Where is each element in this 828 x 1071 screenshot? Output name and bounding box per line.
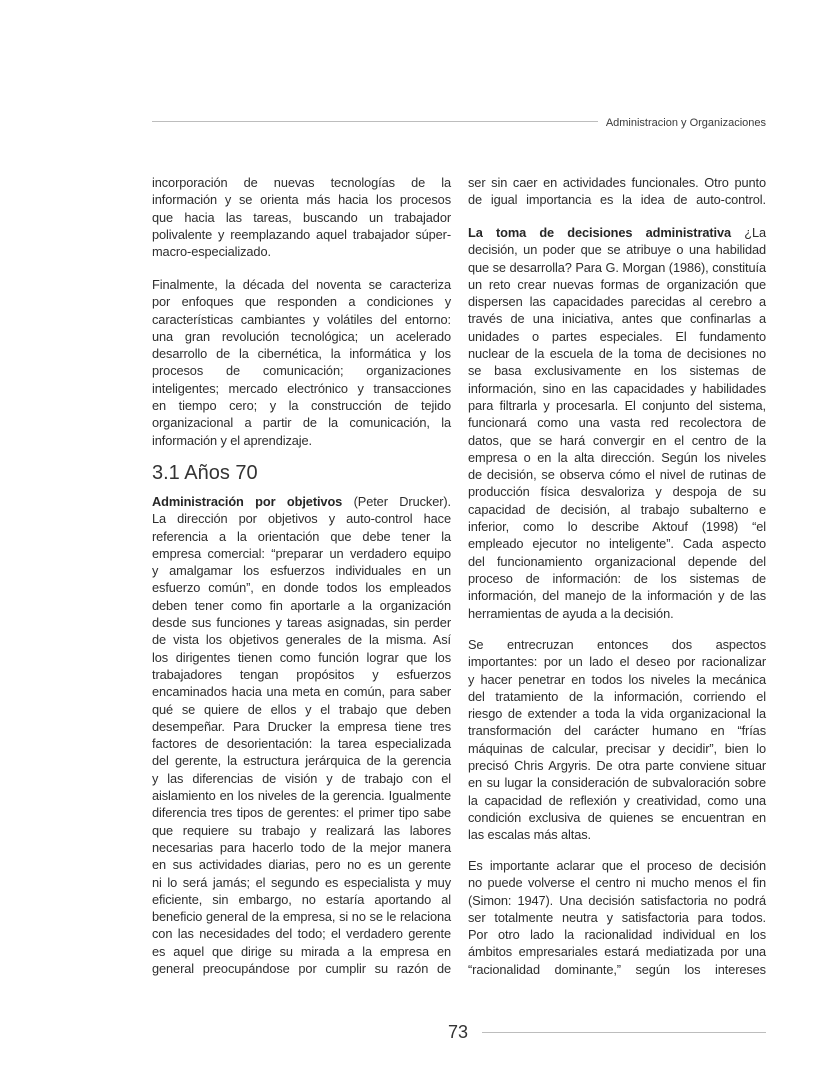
text-line: desarrollo de la cibernética, la informática y los <box>152 346 451 362</box>
page-number: 73 <box>447 1022 469 1042</box>
text-line: empresa o en la alta dirección. Según los niveles <box>468 449 766 465</box>
text-line: condición exclusiva de quienes se encuentran en <box>468 809 766 825</box>
text-line: Por otro lado la racionalidad individual en los <box>468 927 766 943</box>
text-line: ser totalmente neutra y satisfactoria para todos. <box>468 909 766 925</box>
text-line: necesarias para hacerlo todo de la mejor manera <box>152 839 451 855</box>
text-line: no puede volverse el centro ni mucho menos el fin <box>468 875 766 891</box>
text-line: información y el aprendizaje. <box>152 432 312 448</box>
paragraph <box>152 493 451 977</box>
text-line: referencia a la orientación que debe tener la <box>152 528 451 544</box>
text-line: en su lugar la consideración de subvaloración sobre <box>468 775 766 791</box>
text-line: Es importante aclarar que el proceso de decisión <box>468 858 766 873</box>
text-line: desempeñar. Para Drucker la empresa tiene tres <box>152 718 451 734</box>
text-line: diferencia tres tipos de gerentes: el primer tipo sabe <box>152 805 451 821</box>
text-line: aislamiento en los niveles de la gerencia. Igualmente <box>152 788 451 804</box>
text-line: dispersen las capacidades parecidas al cerebro a <box>468 294 766 310</box>
text-line: de vista los objetivos generales de la misma. Así <box>152 632 451 648</box>
text-line: que requiere su trabajo y realizará las labores <box>152 822 451 838</box>
text-line: funcionará como una vasta red recolectora de <box>468 415 766 431</box>
paragraph <box>468 636 766 844</box>
text-line: ser sin caer en actividades funcionales. Otro punto <box>468 175 766 190</box>
text-line: importantes: por un lado el deseo por racionalizar <box>468 654 766 670</box>
footer-rule <box>482 1032 766 1033</box>
text-line: en sus actividades diarias, pero no es un gerente <box>152 857 451 873</box>
text-line: la capacidad de reflexión y creatividad, como una <box>468 792 766 808</box>
text-line: polivalente y reemplazando aquel trabajador súper- <box>152 226 451 242</box>
text-line: datos, que se hará convergir en el centro de la <box>468 432 766 448</box>
text-line: es aquel que dirige su mirada a la empresa en <box>152 943 451 959</box>
text-line: La dirección por objetivos y auto-control hace <box>152 511 451 527</box>
text-line: unidades o partes especiales. El fundamento <box>468 328 766 344</box>
text-line: información, sino en las capacidades y habilidades <box>468 380 766 396</box>
text-line: en tiempo cero; y la construcción de tejido <box>152 398 451 414</box>
running-title: Administracion y Organizaciones <box>605 117 766 129</box>
paragraph <box>468 174 766 209</box>
text-line: encaminados hacia una meta en común, para saber <box>152 684 451 700</box>
paragraph <box>152 174 451 260</box>
text-line: para filtrarla y procesarla. El conjunto del sistema, <box>468 397 766 413</box>
text-line: con las necesidades del todo; el verdadero gerente <box>152 926 451 942</box>
text-line <box>152 493 451 510</box>
text-line: beneficio general de la empresa, si no se le relaciona <box>152 909 451 925</box>
text-line: del tratamiento de la información, corriendo el <box>468 688 766 704</box>
text-line: deben tener como fin aportarle a la organización <box>152 597 451 613</box>
text-line: que se desarrolla? Para G. Morgan (1986), constituía <box>468 259 766 275</box>
text-line: información, del manejo de la información y de las <box>468 588 766 604</box>
text-line: y amalgamar los esfuerzos individuales en un <box>152 563 451 579</box>
run-in-heading: La toma de decisiones administrativa <box>468 225 732 240</box>
text-line: que hacia las tareas, buscando un trabajador <box>152 209 451 225</box>
text-line: empresa comercial: “preparar un verdadero equipo <box>152 545 451 561</box>
text-line: capacidad de decisión, al trabajo subalterno e <box>468 501 766 517</box>
text-line <box>468 224 766 241</box>
text-line: general preocupándose por cumplir su razón de <box>152 961 451 977</box>
text-line: transformación del carácter humano en “frías <box>468 723 766 739</box>
text-line: inteligentes; mercado electrónico y transacciones <box>152 380 451 396</box>
header-rule <box>152 121 598 122</box>
text-line: producción física desvaloriza y despoja de su <box>468 484 766 500</box>
text-line: desde sus funciones y tareas asignadas, sin perder <box>152 615 451 631</box>
text-line: máquinas de calcular, precisar y decidir”, bien lo <box>468 740 766 756</box>
text-line: las escalas más altas. <box>468 827 591 843</box>
text-line: información y se orienta más hacia los procesos <box>152 192 451 208</box>
paragraph <box>152 276 451 449</box>
text-line: trabajadores tengan propósitos y esfuerzos <box>152 666 451 682</box>
run-in-heading: Administración por objetivos <box>152 494 343 509</box>
text-line: riesgo de extender a toda la vida organizacional la <box>468 706 766 722</box>
text-line: un reto crear nuevas formas de organización que <box>468 276 766 292</box>
text-line: procesos de comunicación; organizaciones <box>152 363 451 379</box>
text-line: nuclear de la escuela de la toma de decisiones no <box>468 346 766 362</box>
text-line: “racionalidad dominante,” según los intereses <box>468 961 766 977</box>
text-line: los dirigentes tienen como función lograr que los <box>152 649 451 665</box>
text-line: empleado ejecutor no inteligente”. Cada aspecto <box>468 536 766 552</box>
text-line: características cambiantes y volátiles del entorno: <box>152 311 451 327</box>
text-line: través de una iniciativa, antes que confinarlas a <box>468 311 766 327</box>
text-line: del gerente, la estructura jerárquica de la gerencia <box>152 753 451 769</box>
text-line: de decisión, se observa cómo el nivel de rutinas de <box>468 467 766 483</box>
text-run: ¿La <box>731 225 766 240</box>
text-line: inferior, como lo describe Aktouf (1998) “el <box>468 519 766 535</box>
text-line: Finalmente, la década del noventa se caracteriza <box>152 277 451 292</box>
text-line: factores de desorientación: la tarea especializada <box>152 736 451 752</box>
text-line: proceso de información: de los sistemas de <box>468 570 766 586</box>
text-line: macro-especializado. <box>152 244 271 260</box>
text-line: precisó Chris Argyris. De otra parte conviene situar <box>468 758 766 774</box>
section-heading: 3.1 Años 70 <box>152 462 258 484</box>
text-line: se basa exclusivamente en los sistemas de <box>468 363 766 379</box>
text-line: decisión, un poder que se atribuye o una habilidad <box>468 242 766 258</box>
text-line: y las diferencias de visión y de trabajo con el <box>152 770 451 786</box>
text-line: y hacer penetrar en todos los niveles la mecánica <box>468 671 766 687</box>
text-line: una gran revolución tecnológica; un acelerado <box>152 328 451 344</box>
text-line: eficiente, sin embargo, no estaría aportando al <box>152 891 451 907</box>
text-line: (Simon: 1947). Una decisión satisfactoria no podrá <box>468 892 766 908</box>
text-line: qué se quiere de ellos y el trabajo que deben <box>152 701 451 717</box>
paragraph <box>468 857 766 978</box>
text-line: organizacional a partir de la comunicación, la <box>152 415 451 431</box>
text-line: herramientas de ayuda a la decisión. <box>468 605 674 621</box>
text-line: ni lo será jamás; el segundo es especialista y muy <box>152 874 451 890</box>
text-line: Se entrecruzan entonces dos aspectos <box>468 637 766 652</box>
text-line: de igual importancia es la idea de auto-control. <box>468 192 766 208</box>
text-line: ámbitos empresariales estará mediatizada por una <box>468 944 766 960</box>
text-run: (Peter Drucker). <box>342 494 451 509</box>
paragraph <box>468 224 766 622</box>
text-line: por enfoques que responden a condiciones y <box>152 294 451 310</box>
text-line: esfuerzo común”, en donde todos los empleados <box>152 580 451 596</box>
text-line: incorporación de nuevas tecnologías de la <box>152 175 451 190</box>
text-line: del funcionamiento organizacional depende del <box>468 553 766 569</box>
